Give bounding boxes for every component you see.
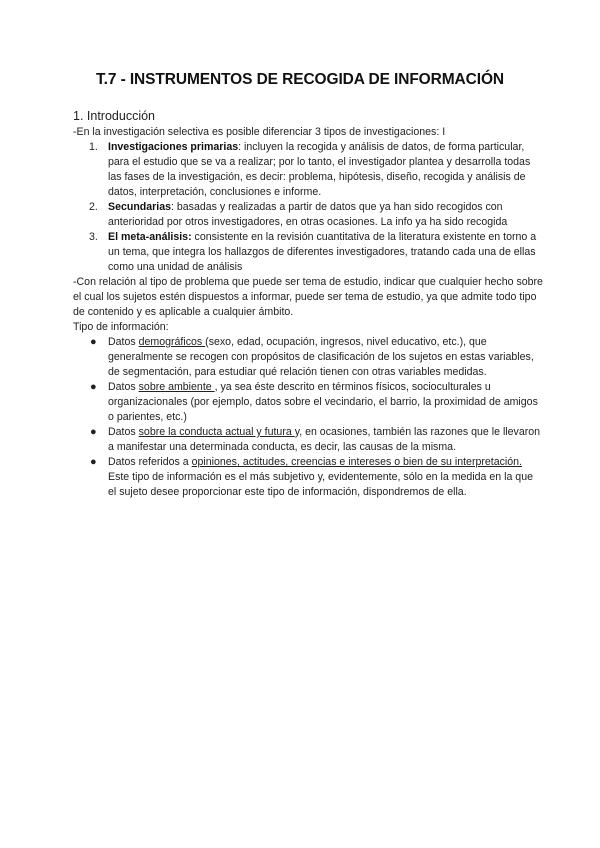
item-text: Datos xyxy=(108,336,139,348)
bullet-icon: ● xyxy=(90,426,97,438)
term-description: : basadas y realizadas a partir de datos que ya han sido recogidos con anterioridad por otros investigadores, en otras ocasiones. La info ya ha sido recogida xyxy=(108,201,508,228)
item-text: Datos referidos a xyxy=(108,456,192,468)
bullet-icon: ● xyxy=(90,381,97,393)
information-types-list xyxy=(73,335,543,500)
list-item xyxy=(73,200,543,230)
list-number: 3. xyxy=(89,231,98,243)
item-text: , ya sea éste descrito en términos físicos, socioculturales u organizacionales (por ejemplo, datos sobre el vecindario, el barrio, la proximidad de amigos o parientes, etc.) xyxy=(108,381,538,423)
list-item xyxy=(73,455,543,500)
list-item xyxy=(73,425,543,455)
item-text: Este tipo de información es el más subjetivo y, evidentemente, sólo en la medida en la que el sujeto desee proporcionar este tipo de información, dispondremos de ella. xyxy=(108,471,533,498)
item-text: (sexo, edad, ocupación, ingresos, nivel educativo, etc.), que generalmente se recogen con propósitos de clasificación de los sujetos en estas variables, de segmentación, para estudiar qué relación tienen con otras variables medidas. xyxy=(108,336,534,378)
info-heading: Tipo de información: xyxy=(73,321,169,333)
relation-paragraph: -Con relación al tipo de problema que puede ser tema de estudio, indicar que cualquier hecho sobre el cual los sujetos estén dispuestos a informar, puede ser tema de estudio, ya que admite todo tipo de contenido y es aplicable a cualquier ámbito. xyxy=(73,276,543,318)
item-text: Datos xyxy=(108,381,139,393)
underlined-text: sobre ambiente xyxy=(138,381,215,393)
term-description: : incluyen la recogida y análisis de datos, de forma particular, para el estudio que se va a realizar; por lo tanto, el investigador plantea y desarrolla todas las fases de la investigación, es decir: problema, hipótesis, diseño, recogida y análisis de datos, interpretación, conclusiones e informe. xyxy=(108,141,531,198)
bullet-icon: ● xyxy=(90,336,97,348)
term: Secundarias xyxy=(108,201,172,213)
term: El meta-análisis: xyxy=(108,231,192,243)
term-description: consistente en la revisión cuantitativa de la literatura existente en torno a un tema, que integra los hallazgos de diferentes investigadores, tratando cada una de ellas como una unidad de análisis xyxy=(108,231,537,273)
list-item xyxy=(73,230,543,275)
document-body xyxy=(73,108,543,500)
bullet-icon: ● xyxy=(90,456,97,468)
section-heading: 1. Introducción xyxy=(73,109,155,123)
list-item xyxy=(73,380,543,425)
list-item xyxy=(73,335,543,380)
underlined-text: demográficos xyxy=(138,336,206,348)
underlined-text: opiniones, actitudes, creencias e intereses o bien de su interpretación. xyxy=(191,456,522,468)
investigation-types-list xyxy=(73,140,543,275)
intro-paragraph: -En la investigación selectiva es posible diferenciar 3 tipos de investigaciones: I xyxy=(73,126,446,138)
item-text: Datos xyxy=(108,426,139,438)
item-text: y, en ocasiones, también las razones que le llevaron a manifestar una determinada conducta, es decir, las causas de la misma. xyxy=(108,426,541,453)
list-number: 2. xyxy=(89,201,98,213)
list-item xyxy=(73,140,543,200)
list-number: 1. xyxy=(89,141,98,153)
term: Investigaciones primarias xyxy=(108,141,239,153)
underlined-text: sobre la conducta actual y futura xyxy=(138,426,295,438)
page-title: T.7 - INSTRUMENTOS DE RECOGIDA DE INFORMACIÓN xyxy=(96,71,504,88)
